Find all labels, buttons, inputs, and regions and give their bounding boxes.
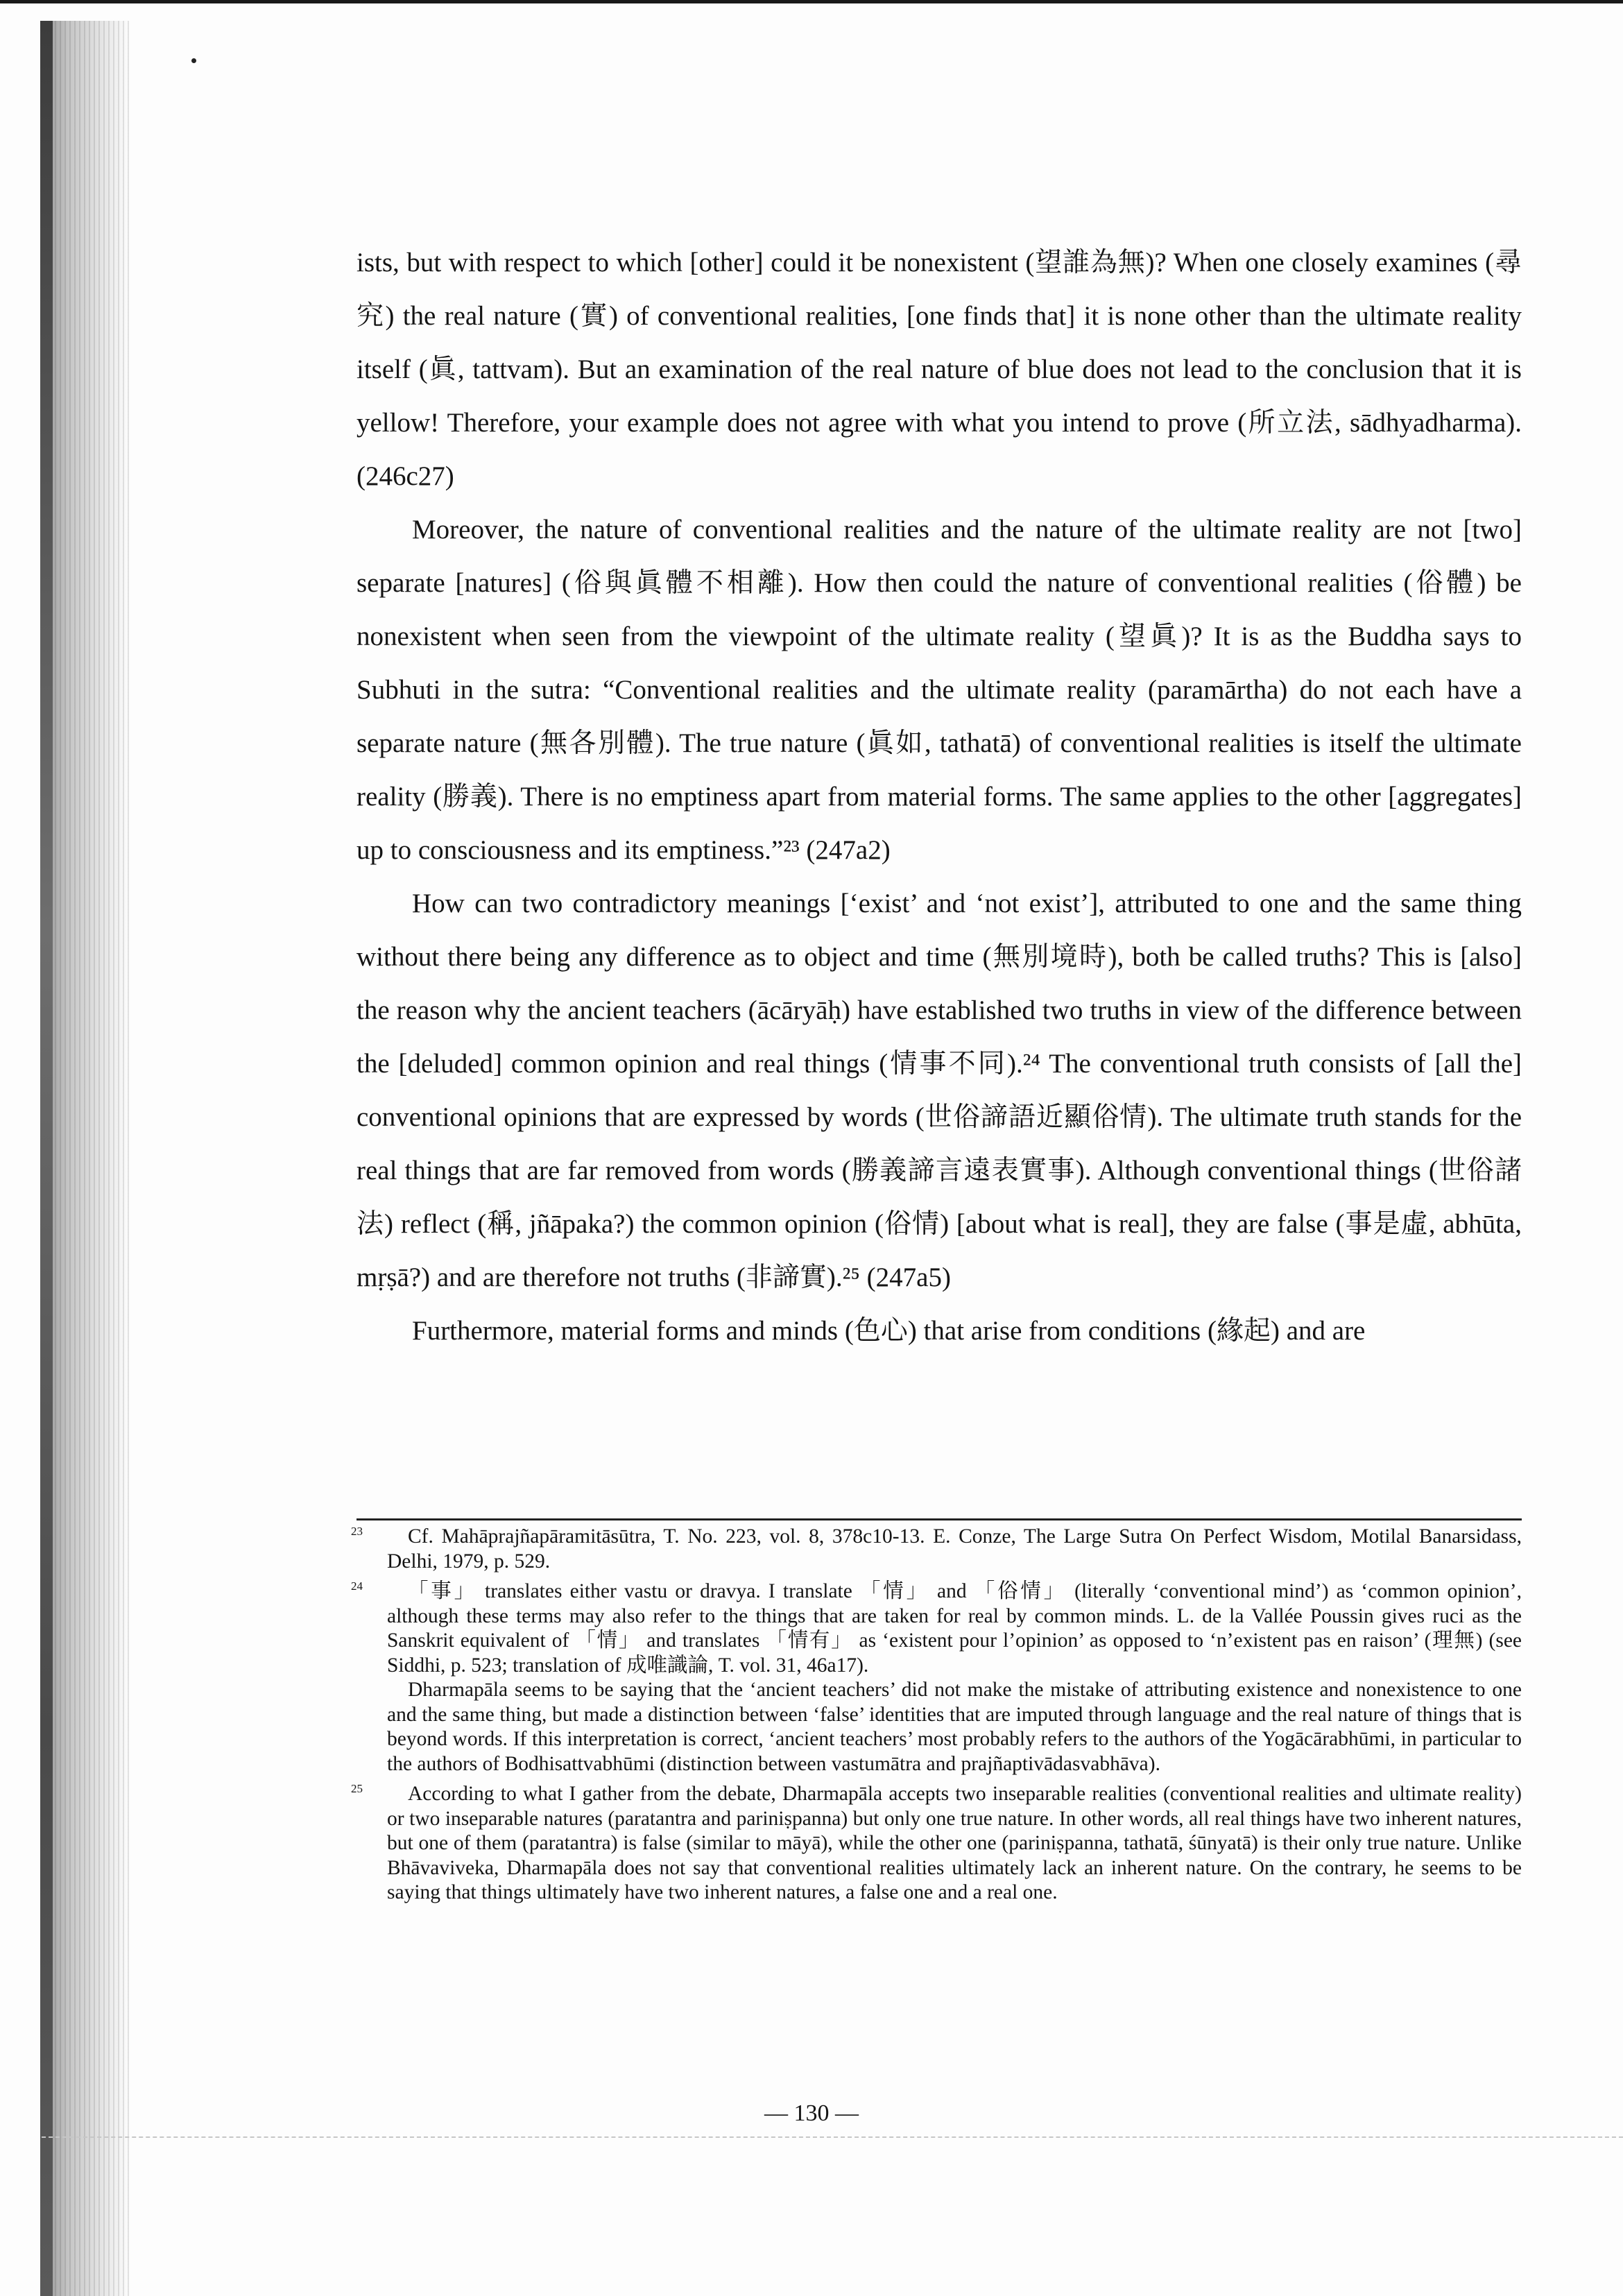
scan-binding-edge — [40, 21, 53, 2296]
footnote-text: According to what I gather from the debate, Dharmapāla accepts two inseparable realities (conventional realities and ultimate reality) or two inseparable natures (paratantra and pariniṣpanna) but only one true nature. In other words, all real things have two inherent natures, but one of them (paratantra) is false (similar to māyā), while the other one (pariniṣpanna, tathatā, śūnyatā) is their only true nature. Unlike Bhāvaviveka, Dharmapāla does not say that conventional realities ultimately lack an inherent nature. On the contrary, he seems to be saying that things ultimately have two inherent natures, a false one and a real one. — [387, 1783, 1522, 1903]
footnote — [351, 1579, 1522, 1776]
footnote — [351, 1525, 1522, 1574]
paragraph: Moreover, the nature of conventional realities and the nature of the ultimate reality are not [two] separate [natures] (俗與眞體不相離). How then could the nature of conventional realities (俗體) be nonexistent when seen from the viewpoint of the ultimate reality (望眞)? It is as the Buddha says to Subhuti in the sutra: “Conventional realities and the ultimate reality (paramārtha) do not each have a separate nature (無各別體). The true nature (眞如, tathatā) of conventional realities is itself the ultimate reality (勝義). There is no emptiness apart from material forms. The same applies to the other [aggregates] up to consciousness and its emptiness.”²³ (247a2) — [357, 515, 1522, 865]
scan-binding-shadow — [40, 21, 130, 2296]
footnote-number: 24 — [351, 1579, 363, 1593]
footnotes — [351, 1525, 1522, 1911]
scan-speck — [191, 58, 196, 63]
footnote-text: Dharmapāla seems to be saying that the ‘ancient teachers’ did not make the mistake of attributing existence and nonexistence to one and the same thing, but made a distinction between ‘false’ identities that are imputed through language and the real nature of things that is beyond words. If this interpretation is correct, ‘ancient teachers’ most probably refers to the authors of the Yogācārabhūmi, in particular to the authors of Bodhisattvabhūmi (distinction between vastumātra and prajñaptivādasvabhāva). — [387, 1679, 1522, 1775]
main-text — [357, 236, 1522, 1357]
footnote-text: 「事」 translates either vastu or dravya. I translate 「情」 and 「俗情」 (literally ‘conventional mind’) as ‘common opinion’, although these terms may also refer to the things that are taken for real by common minds. L. de la Vallée Poussin gives ruci as the Sanskrit equivalent of 「情」 and translates 「情有」 as ‘existent pour l’opinion’ as opposed to ‘n’existent pas en raison’ (理無) (see Siddhi, p. 523; translation of 成唯識論, T. vol. 31, 46a17). — [387, 1580, 1522, 1677]
footnote-divider — [357, 1518, 1522, 1520]
paragraph: Furthermore, material forms and minds (色心) that arise from conditions (緣起) and are — [412, 1316, 1366, 1346]
paragraph: How can two contradictory meanings [‘exist’ and ‘not exist’], attributed to one and the same thing without there being any difference as to object and time (無別境時), both be called truths? This is [also] the reason why the ancient teachers (ācāryāḥ) have established two truths in view of the difference between the [deluded] common opinion and real things (情事不同).²⁴ The conventional truth consists of [all the] conventional opinions that are expressed by words (世俗諦語近顯俗情). The ultimate truth stands for the real things that are far removed from words (勝義諦言遠表實事). Although conventional things (世俗諸法) reflect (稱, jñāpaka?) the common opinion (俗情) [about what is real], they are false (事是虛, abhūta, mṛṣā?) and are therefore not truths (非諦實).²⁵ (247a5) — [357, 889, 1522, 1292]
scan-bottom-line — [42, 2136, 1623, 2138]
scan-top-edge — [0, 0, 1623, 3]
footnote — [351, 1782, 1522, 1905]
paragraph: ists, but with respect to which [other] could it be nonexistent (望誰為無)? When one closely examines (尋究) the real nature (實) of conventional realities, [one finds that] it is none other than the ultimate reality itself (眞, tattvam). But an examination of the real nature of blue does not lead to the conclusion that it is yellow! Therefore, your example does not agree with what you intend to prove (所立法, sādhyadharma). (246c27) — [357, 248, 1522, 491]
footnote-number: 25 — [351, 1782, 363, 1795]
footnote-number: 23 — [351, 1525, 363, 1538]
footnote-text: Cf. Mahāprajñapāramitāsūtra, T. No. 223, vol. 8, 378c10-13. E. Conze, The Large Sutra On Perfect Wisdom, Motilal Banarsidass, Delhi, 1979, p. 529. — [387, 1525, 1522, 1573]
page-number: — 130 — — [764, 2100, 859, 2126]
